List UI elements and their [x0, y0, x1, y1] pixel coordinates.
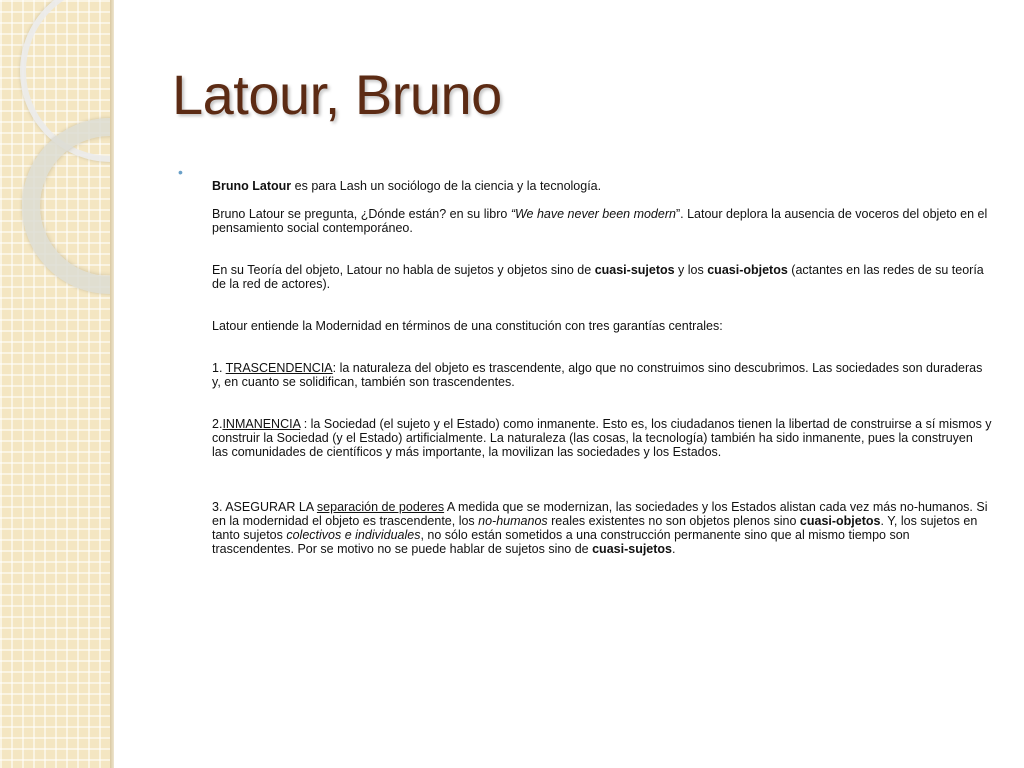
bold-text: cuasi-objetos [707, 263, 788, 277]
bold-text: cuasi-sujetos [594, 263, 675, 277]
paragraph-intro [212, 179, 992, 193]
paragraph-inmanencia [212, 417, 992, 459]
text: , no sólo están sometidos a una construcción permanente sino que al mismo tiempo son trascendentes. Por se motivo no se puede hablar de sujetos sino de [212, 528, 910, 556]
text: 2. [212, 417, 223, 431]
underlined-text: separación de poderes [316, 500, 445, 514]
underlined-text: TRASCENDENCIA [225, 361, 333, 375]
paragraph-theory [212, 263, 992, 291]
bold-text: cuasi-objetos [799, 514, 881, 528]
text: Latour entiende la Modernidad en términos de una constitución con tres garantías centrales: [212, 319, 723, 333]
slide-body [212, 179, 992, 556]
paragraph-trascendencia [212, 361, 992, 389]
slide-title: Latour, Bruno [172, 63, 502, 126]
paragraph-modernity [212, 319, 992, 333]
bold-text: Bruno Latour [212, 179, 292, 193]
text: 1. [212, 361, 226, 375]
text: reales existentes no son objetos plenos sino [547, 514, 800, 528]
italic-text: colectivos e individuales [286, 528, 421, 542]
paragraph-question [212, 207, 992, 235]
bullet-icon: • [178, 164, 183, 180]
italic-text: no-humanos [478, 514, 548, 528]
paragraph-separacion [212, 500, 992, 556]
text: : la naturaleza del objeto es trascendente, algo que no construimos sino descubrimos. Las sociedades son duraderas y, en cuanto se solidifican, también son trascendentes. [212, 361, 983, 389]
text: A medida que se modernizan, las sociedades y los Estados alistan cada vez más no-humanos. Si en la modernidad el objeto es trascendente, los [212, 500, 988, 528]
bold-text: cuasi-sujetos [592, 542, 672, 556]
text: y los [674, 263, 708, 277]
decorative-side-panel [0, 0, 112, 768]
text: ”. Latour deplora la ausencia de voceros del objeto en el pensamiento social contemporáneo. [212, 207, 988, 235]
text: es para Lash un sociólogo de la ciencia y la tecnología. [291, 179, 602, 193]
text: Bruno Latour se pregunta, ¿Dónde están? en su libro [212, 207, 511, 221]
decorative-ring [22, 118, 112, 294]
text: : la Sociedad (el sujeto y el Estado) como inmanente. Esto es, los ciudadanos tienen la libertad de construirse a sí mismos y construir la Sociedad (y el Estado) artificialmente. La naturaleza (las cosas, la tecnología) también ha sido inmanente, pues la construyen las comunidades de científicos y más importante, la movilizan las sociedades y los Estados. [212, 417, 992, 459]
text: . Y, los sujetos en tanto sujetos [212, 514, 978, 542]
text: (actantes en las redes de su teoría de la red de actores). [212, 263, 984, 291]
underlined-text: INMANENCIA [222, 417, 301, 431]
text: En su Teoría del objeto, Latour no habla de sujetos y objetos sino de [212, 263, 595, 277]
text: 3. ASEGURAR LA [212, 500, 317, 514]
book-title: “We have never been modern [510, 207, 676, 221]
side-panel-edge [110, 0, 114, 768]
text: . [672, 542, 676, 556]
